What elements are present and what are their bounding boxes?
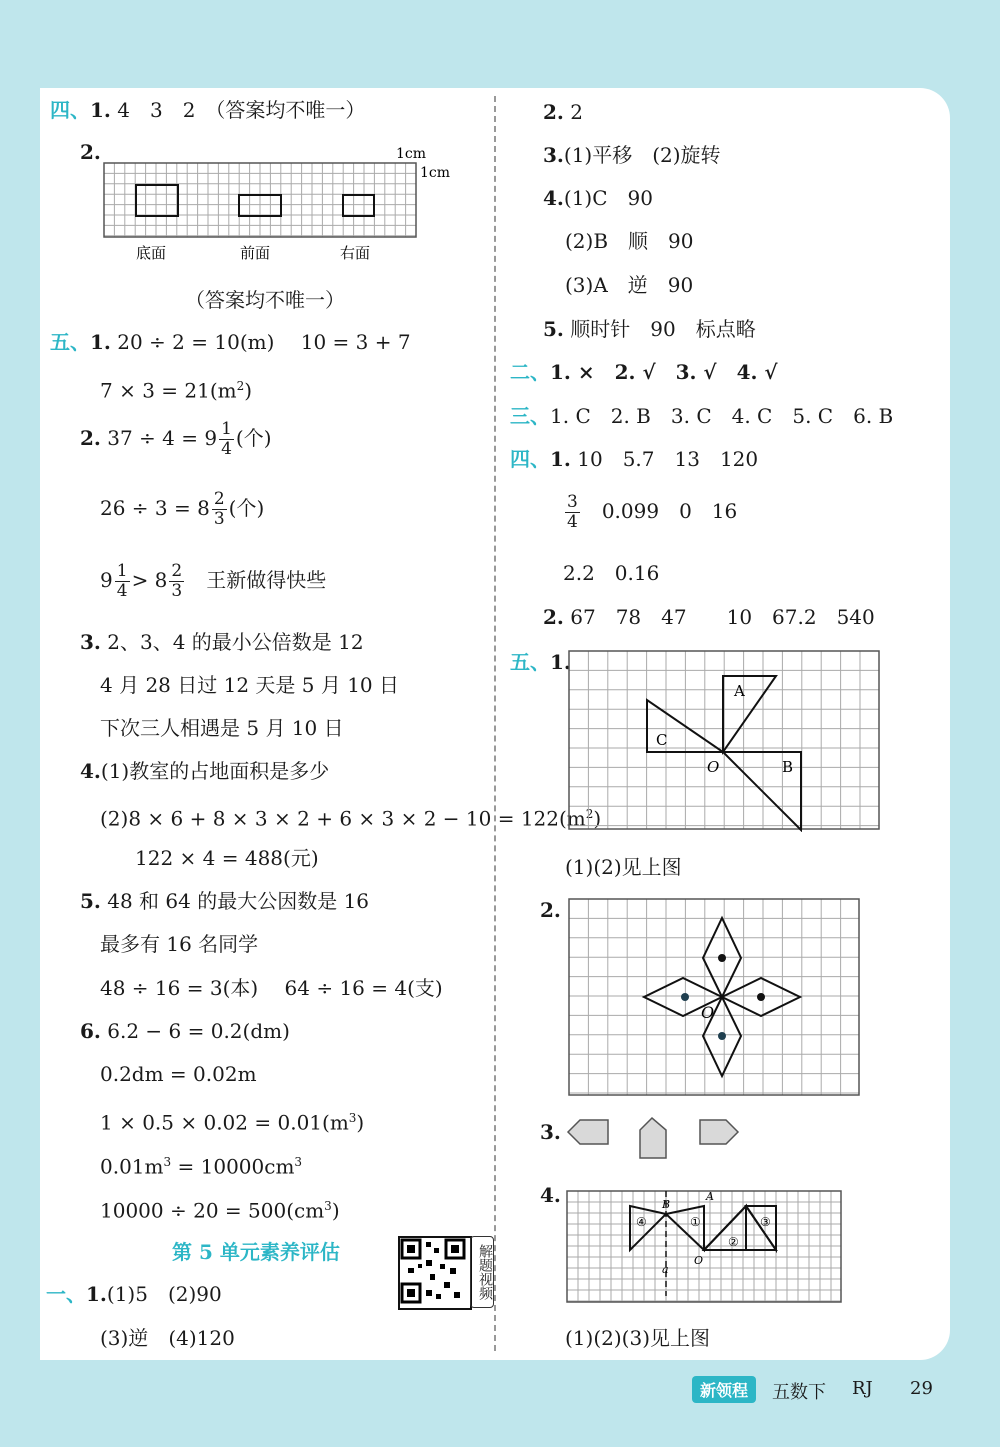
qr-icon <box>400 1238 466 1304</box>
label-2: ② <box>728 1235 739 1249</box>
right-s4-q2: 2. 67 78 47 10 67.2 540 <box>543 605 875 629</box>
fraction: $\frac{3}{4}$ <box>567 492 578 532</box>
pentagon-up <box>640 1118 666 1158</box>
left-s5-q1 <box>50 330 411 354</box>
pentagon-left <box>568 1120 608 1144</box>
question-number: 5. <box>543 317 564 341</box>
right-s5-q1-note: (1)(2)见上图 <box>565 855 682 879</box>
question-number: 1. <box>90 330 111 354</box>
right-s3: 三、1. C 2. B 3. C 4. C 5. C 6. B <box>510 404 894 428</box>
bottom-view-rect <box>136 185 178 216</box>
left-q4-line3: 122 × 4 = 488(元) <box>135 846 319 870</box>
right-q4-line2: (2)B 顺 90 <box>565 229 694 253</box>
right-view-rect <box>343 195 374 216</box>
right-s5-q4-note: (1)(2)(3)见上图 <box>565 1326 710 1350</box>
grid-lines <box>569 899 859 1095</box>
label-a: A <box>734 682 745 700</box>
right-s4-q1-line1: 四、1. 10 5.7 13 120 <box>510 447 759 471</box>
symmetry-figure-4 <box>566 1188 844 1306</box>
left-q2-line2: 26 ÷ 3 = 8 $\frac{2}{3}$ (个) <box>100 489 265 529</box>
question-number: 1. <box>550 650 571 674</box>
question-number: 1. <box>550 447 571 471</box>
section-label: 五、 <box>50 330 90 354</box>
video-solution-label[interactable]: 解题视频 <box>470 1236 494 1308</box>
left-q2-line3: 9 $\frac{1}{4}$ > 8 $\frac{2}{3}$ 王新做得快些 <box>100 561 327 601</box>
label-a: A <box>706 1190 714 1203</box>
question-number: 1. <box>86 1282 107 1306</box>
left-q3-line3: 下次三人相遇是 5 月 10 日 <box>100 716 344 740</box>
right-s2: 二、1. × 2. √ 3. √ 4. √ <box>510 360 778 384</box>
left-s1-q1: 一、1.(1)5 (2)90 <box>46 1282 222 1306</box>
label-c: C <box>656 731 668 749</box>
page-number: 29 <box>910 1378 933 1399</box>
dot-up <box>718 954 726 962</box>
dot-right <box>757 993 765 1001</box>
right-q5: 5. 顺时针 90 标点略 <box>543 317 756 341</box>
left-q3-line1: 3. 2、3、4 的最小公倍数是 12 <box>80 630 364 654</box>
footer-subject: 五数下 <box>772 1382 826 1403</box>
left-s4-q1 <box>50 98 365 122</box>
right-q4-line1: 4.(1)C 90 <box>543 186 653 210</box>
left-q5-line3: 48 ÷ 16 = 3(本) 64 ÷ 16 = 4(支) <box>100 976 443 1000</box>
label-front-view: 前面 <box>240 244 271 262</box>
label-b: B <box>662 1198 671 1211</box>
label-1: ① <box>690 1215 701 1229</box>
right-s5-q3-number: 3. <box>540 1120 561 1144</box>
three-views-grid-figure <box>100 145 470 270</box>
right-q4-line3: (3)A 逆 90 <box>565 273 694 297</box>
triangle-a <box>723 676 776 752</box>
left-q1-line2: $7 \times 3 = 21(m^2)$ <box>100 378 253 403</box>
fraction: $\frac{1}{4}$ <box>221 419 232 459</box>
label-4: ④ <box>636 1215 647 1229</box>
section-label: 四、 <box>50 98 90 122</box>
right-q2: 2. 2 <box>543 100 583 124</box>
fraction: $\frac{2}{3}$ <box>171 561 183 601</box>
fraction: $\frac{1}{4}$ <box>116 561 128 601</box>
question-number: 5. <box>80 889 101 913</box>
label-o: O <box>707 758 720 776</box>
left-q5-line1: 5. 48 和 64 的最大公因数是 16 <box>80 889 370 913</box>
left-q2-line1: 2. 37 ÷ 4 = 9 $\frac{1}{4}$ (个) <box>80 419 272 459</box>
question-number: 6. <box>80 1019 101 1043</box>
right-s5-q1-label <box>510 650 571 674</box>
question-number: 2. <box>543 605 564 629</box>
left-q6-line1: 6. 6.2 − 6 = 0.2(dm) <box>80 1019 290 1043</box>
grid-border <box>569 899 859 1095</box>
section-label: 一、 <box>46 1282 86 1306</box>
left-s1-q1-line2: (3)逆 (4)120 <box>100 1326 235 1350</box>
rhombus-figure-2 <box>568 898 860 1096</box>
scale-1cm-side: 1cm <box>420 165 451 181</box>
label-o: O <box>694 1254 704 1267</box>
question-number: 2. <box>543 100 564 124</box>
section-label: 二、 <box>510 360 550 384</box>
right-s5-q4-number: 4. <box>540 1183 561 1207</box>
question-number: 3. <box>80 630 101 654</box>
left-q5-line2: 最多有 16 名同学 <box>100 932 259 956</box>
left-q6-line4: $0.01m^3 = 10000cm^3$ <box>100 1154 303 1179</box>
left-s4-q2-number: 2. <box>80 140 101 164</box>
question-number: 2. <box>80 426 101 450</box>
column-divider <box>494 96 496 1351</box>
left-q3-line2: 4 月 28 日过 12 天是 5 月 10 日 <box>100 673 400 697</box>
rotation-figure-1 <box>568 650 880 832</box>
answer-text: 4 3 2 （答案均不唯一） <box>117 98 366 122</box>
right-s4-q1-line2: $\frac{3}{4}$ 0.099 0 16 <box>567 492 738 532</box>
question-number: 4. <box>543 186 564 210</box>
section-label: 五、 <box>510 650 550 674</box>
label-bottom-view: 底面 <box>136 244 167 262</box>
right-s4-q1-line3: 2.2 0.16 <box>563 561 660 585</box>
left-q6-line5: $10000 \div 20 = 500(cm^3)$ <box>100 1198 340 1223</box>
label-o: O <box>701 1003 715 1022</box>
answer-text: 20 ÷ 2 = 10(m) 10 = 3 + 7 <box>117 330 411 354</box>
grid-lines <box>104 163 416 237</box>
label-b: B <box>782 758 794 776</box>
qr-code[interactable] <box>398 1236 472 1310</box>
section-label: 四、 <box>510 447 550 471</box>
label-3: ③ <box>760 1215 771 1229</box>
question-number: 1. <box>90 98 111 122</box>
left-q4-line1: 4.(1)教室的占地面积是多少 <box>80 759 330 783</box>
label-right-view: 右面 <box>340 244 371 262</box>
dot-down <box>718 1032 726 1040</box>
left-q4-line2: $(2)8 \times 6 + 8 \times 3 \times 2 + 6 \times 3 \times 2 - 10 = 122(m^2)$ <box>100 806 602 831</box>
right-q3: 3.(1)平移 (2)旋转 <box>543 143 721 167</box>
unit5-title: 第 5 单元素养评估 <box>172 1240 340 1264</box>
dot-left <box>681 993 689 1001</box>
left-q6-line2: 0.2dm = 0.02m <box>100 1062 257 1086</box>
left-q6-line3: $1 \times 0.5 \times 0.02 = 0.01(m^3)$ <box>100 1110 365 1135</box>
right-s5-q2-number: 2. <box>540 898 561 922</box>
pentagon-right <box>700 1120 738 1144</box>
scale-1cm-top: 1cm <box>396 146 427 162</box>
section-label: 三、 <box>510 404 550 428</box>
label-axis-a: a <box>662 1263 669 1276</box>
footer-edition: RJ <box>852 1378 873 1399</box>
note-answer-not-unique: （答案均不唯一） <box>185 288 345 312</box>
shapes-figure-3 <box>566 1116 746 1162</box>
brand-logo: 新领程 <box>692 1376 756 1403</box>
fraction: $\frac{2}{3}$ <box>213 489 225 529</box>
question-number: 3. <box>543 143 564 167</box>
question-number: 4. <box>80 759 101 783</box>
